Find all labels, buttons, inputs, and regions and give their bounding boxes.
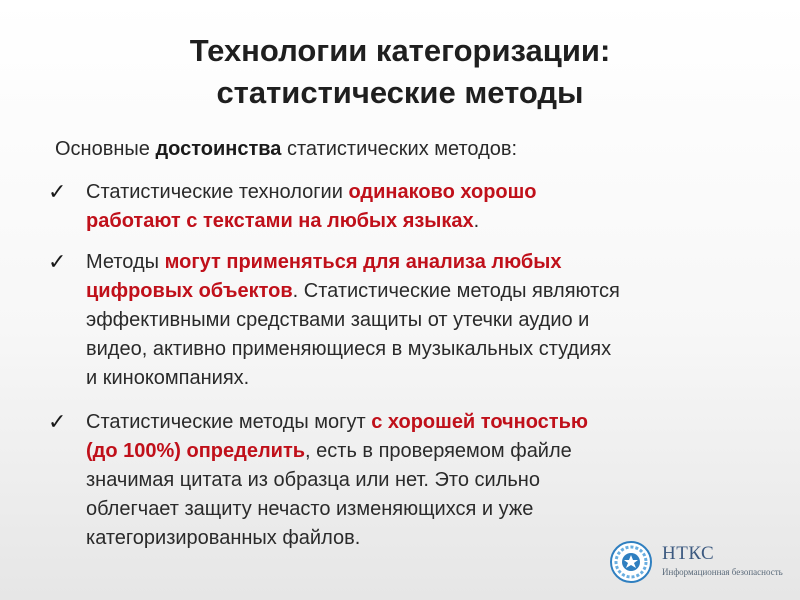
bullet-3-cont: , есть в проверяемом файле (305, 440, 572, 462)
logo-name: НТКС (662, 543, 715, 564)
bullet-2-plain: Методы (86, 251, 165, 273)
logo-tagline: Информационная безопасность (662, 567, 783, 577)
bullet-1-end: . (473, 210, 480, 232)
ntks-logo (610, 541, 800, 591)
bullet-3-text (86, 408, 748, 553)
bullet-3-line-1 (86, 408, 748, 437)
bullet-1-highlight-2: работают с текстами на любых языках (86, 210, 474, 232)
bullet-3-plain: Статистические методы могут (86, 411, 372, 433)
checkmark-icon: ✓ (48, 179, 67, 204)
bullet-2-highlight: могут применяться для анализа любых (164, 251, 562, 273)
bullet-3-line-2 (86, 437, 748, 466)
bullet-1 (48, 178, 748, 236)
intro-before: Основные (55, 138, 156, 160)
bullet-3-line-3: значимая цитата из образца или нет. Это сильно (86, 469, 540, 491)
bullet-2-cont: . Статистические методы являются (292, 280, 620, 302)
bullet-1-line-2 (86, 207, 748, 236)
bullet-3-line-4: облегчает защиту нечасто изменяющихся и уже (86, 498, 534, 520)
bullet-2-line-2 (86, 277, 748, 306)
bullet-2-line-5: и кинокомпаниях. (86, 367, 250, 389)
intro-text (55, 136, 517, 162)
bullet-1-line-1 (86, 178, 748, 207)
intro-after: статистических методов: (281, 138, 518, 160)
checkmark-icon: ✓ (48, 249, 67, 274)
bullet-1-highlight: одинаково хорошо (348, 181, 537, 203)
intro-highlight: достоинства (155, 138, 282, 160)
checkmark-icon: ✓ (48, 409, 67, 434)
bullet-2-line-1 (86, 248, 748, 277)
bullet-2-line-3: эффективными средствами защиты от утечки аудио и (86, 309, 590, 331)
title-line-1: Технологии категоризации: (189, 33, 611, 68)
bullet-2-line-4: видео, активно применяющиеся в музыкальных студиях (86, 338, 612, 360)
bullet-2-text (86, 248, 748, 393)
bullet-2 (48, 248, 748, 393)
slide-title (0, 30, 800, 114)
ntks-logo-icon (610, 541, 652, 583)
bullet-1-plain: Статистические технологии (86, 181, 349, 203)
bullet-1-text (86, 178, 748, 236)
bullet-3-highlight: с хорошей точностью (371, 411, 588, 433)
bullet-3-line-5: категоризированных файлов. (86, 527, 361, 549)
bullet-2-highlight-2: цифровых объектов (86, 280, 293, 302)
bullet-3-highlight-2: (до 100%) определить (86, 440, 306, 462)
bullet-3 (48, 408, 748, 553)
title-line-2: статистические методы (216, 75, 584, 110)
